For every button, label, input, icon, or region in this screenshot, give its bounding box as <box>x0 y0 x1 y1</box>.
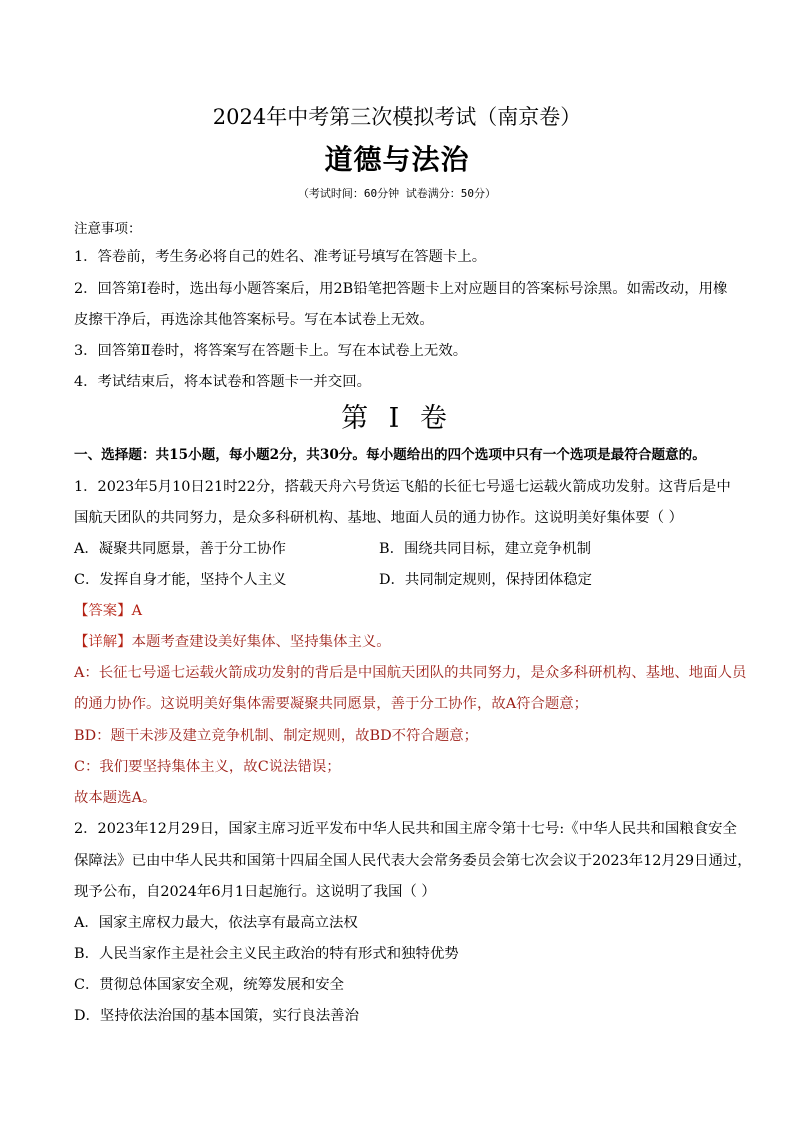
q1-option-d: D．共同制定规则，保持团体稳定 <box>379 572 593 588</box>
notice-item-2-line-2: 皮擦干净后，再选涂其他答案标号。写在本试卷上无效。 <box>74 312 434 328</box>
q1-stem-line-2: 国航天团队的共同努力，是众多科研机构、基地、地面人员的通力协作。这说明美好集体要（ ） <box>74 510 683 526</box>
subject-title: 道德与法治 <box>324 143 470 176</box>
q1-analysis-c: C：我们要坚持集体主义，故C说法错误； <box>74 759 341 775</box>
q2-stem-line-3: 现予公布，自2024年6月1日起施行。这说明了我国（ ） <box>74 884 436 900</box>
q1-analysis-a-line-2: 的通力协作。这说明美好集体需要凝聚共同愿景，善于分工协作，故A符合题意； <box>74 696 589 712</box>
exam-info: （考试时间：60分钟 试卷满分：50分） <box>297 187 497 200</box>
q1-option-b: B．围绕共同目标，建立竞争机制 <box>379 541 592 557</box>
q1-option-c: C．发挥自身才能，坚持个人主义 <box>74 572 287 588</box>
q1-detail-label: 【详解】 <box>74 634 132 650</box>
section-instruction: 一、选择题：共15小题，每小题2分，共30分。每小题给出的四个选项中只有一个选项是最符合题意的。 <box>74 447 706 463</box>
q1-conclusion: 故本题选A。 <box>74 790 157 806</box>
notice-item-4: 4．考试结束后，将本试卷和答题卡一并交回。 <box>74 374 371 390</box>
q2-option-b: B．人民当家作主是社会主义民主政治的特有形式和独特优势 <box>74 946 459 962</box>
q2-stem-line-2: 保障法》已由中华人民共和国第十四届全国人民代表大会常务委员会第七次会议于2023年12月29日通过， <box>74 853 752 869</box>
notice-item-3: 3．回答第Ⅱ卷时，将答案写在答题卡上。写在本试卷上无效。 <box>74 343 468 359</box>
notice-heading: 注意事项： <box>74 221 142 237</box>
q2-option-c: C．贯彻总体国家安全观，统筹发展和安全 <box>74 977 345 993</box>
q1-detail-text: 本题考查建设美好集体、坚持集体主义。 <box>131 634 391 650</box>
q2-stem-line-1: 2．2023年12月29日，国家主席习近平发布中华人民共和国主席令第十七号:《中华人民共和国粮食安全 <box>74 821 737 837</box>
exam-title: 2024年中考第三次模拟考试（南京卷） <box>212 105 582 129</box>
q1-detail <box>74 632 724 652</box>
q1-analysis-a-line-1: A：长征七号遥七运载火箭成功发射的背后是中国航天团队的共同努力，是众多科研机构、基地、地面人员 <box>74 665 747 681</box>
section-title: 第 I 卷 <box>341 403 453 434</box>
notice-item-1: 1．答卷前，考生务必将自己的姓名、准考证号填写在答题卡上。 <box>74 249 487 265</box>
q2-option-d: D．坚持依法治国的基本国策，实行良法善治 <box>74 1008 359 1024</box>
q1-stem-line-1: 1．2023年5月10日21时22分，搭载天舟六号货运飞船的长征七号遥七运载火箭成功发射。这背后是中 <box>74 479 731 495</box>
q1-analysis-bd: BD：题干未涉及建立竞争机制、制定规则，故BD不符合题意； <box>74 728 478 744</box>
q1-option-a: A．凝聚共同愿景，善于分工协作 <box>74 541 286 557</box>
notice-item-2-line-1: 2．回答第Ⅰ卷时，选出每小题答案后，用2B铅笔把答题卡上对应题目的答案标号涂黑。如需改动，用橡 <box>74 281 728 297</box>
q1-answer: 【答案】A <box>74 603 142 619</box>
q2-option-a: A．国家主席权力最大，依法享有最高立法权 <box>74 915 358 931</box>
